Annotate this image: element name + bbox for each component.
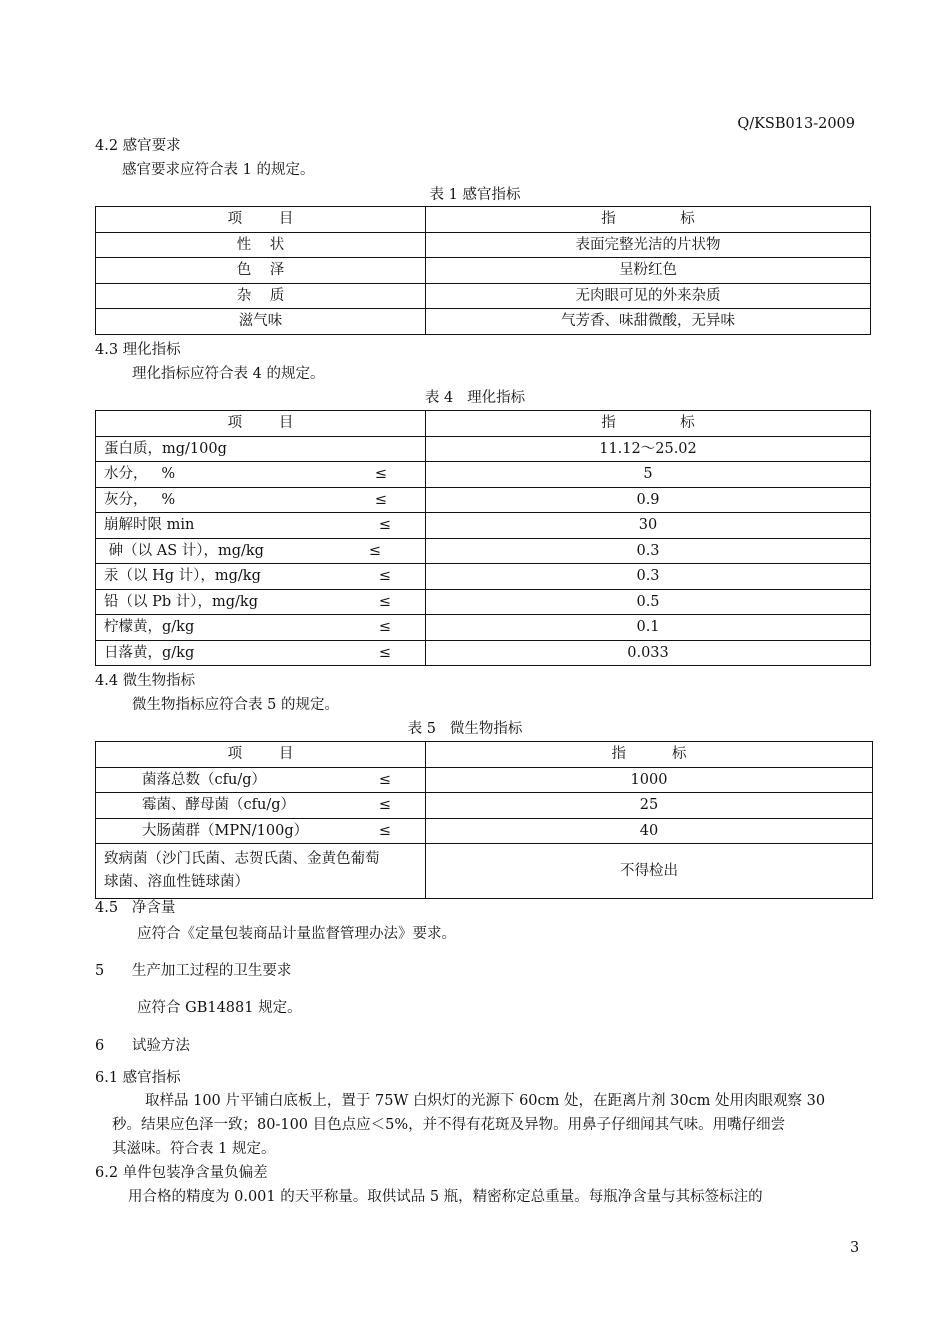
table-row (96, 767, 873, 793)
table-cell-value: 不得检出 (426, 844, 873, 899)
table-header-cell: 项 目 (96, 411, 426, 437)
table-row (96, 615, 871, 641)
table-cell-item: 霉菌、酵母菌（cfu/g） (142, 797, 295, 814)
le-symbol: ≤ (378, 644, 391, 661)
section-6-1-heading: 6.1 感官指标 (95, 1070, 181, 1086)
table-cell-value: 25 (426, 793, 873, 819)
table-cell-item: 蛋白质，mg/100g (96, 436, 426, 462)
table-cell-item: 色 泽 (96, 258, 426, 284)
table-cell-value: 气芳香、味甜微酸，无异味 (426, 309, 871, 335)
pathogen-item-line1: 致病菌（沙门氏菌、志贺氏菌、金黄色葡萄 (104, 851, 380, 867)
section-5-text: 应符合 GB14881 规定。 (137, 1000, 302, 1016)
section-6-2-line1: 用合格的精度为 0.001 的天平称量。取供试品 5 瓶，精密称定总重量。每瓶净含量与其标签标注的 (128, 1189, 763, 1205)
le-symbol: ≤ (378, 619, 391, 636)
table-cell-value: 无肉眼可见的外来杂质 (426, 283, 871, 309)
table-cell-item: 杂 质 (96, 283, 426, 309)
table-cell-item: 砷（以 AS 计），mg/kg (104, 542, 264, 559)
le-symbol: ≤ (378, 771, 391, 788)
table-cell-value: 11.12～25.02 (426, 436, 871, 462)
section-4-4-heading: 4.4 微生物指标 (95, 673, 196, 689)
page-number: 3 (850, 1240, 860, 1256)
table-cell-value: 5 (426, 462, 871, 488)
table-cell-value: 0.1 (426, 615, 871, 641)
table-cell-item: 铅（以 Pb 计），mg/kg (104, 593, 258, 610)
section-6-heading: 6 试验方法 (95, 1038, 190, 1054)
section-4-3-text: 理化指标应符合表 4 的规定。 (132, 366, 325, 382)
section-4-4-text: 微生物指标应符合表 5 的规定。 (132, 697, 339, 713)
table-cell-value: 0.3 (426, 538, 871, 564)
table-row (96, 793, 873, 819)
table-row (96, 436, 871, 462)
le-symbol: ≤ (374, 466, 387, 483)
section-4-2-heading: 4.2 感官要求 (95, 138, 181, 154)
table-header-row (96, 742, 873, 768)
table-header-cell: 项 目 (96, 742, 426, 768)
table-row (96, 538, 871, 564)
section-6-1-line1: 取样品 100 片平铺白底板上，置于 75W 白炽灯的光源下 60cm 处，在距离片剂 30cm 处用肉眼观察 30 (145, 1093, 826, 1109)
table-header-row (96, 411, 871, 437)
table-cell-value: 0.3 (426, 564, 871, 590)
le-symbol: ≤ (374, 491, 387, 508)
table-cell-item: 性 状 (96, 232, 426, 258)
section-4-3-heading: 4.3 理化指标 (95, 342, 181, 358)
table-row (96, 232, 871, 258)
table-cell-item: 滋气味 (96, 309, 426, 335)
table-cell-item: 汞（以 Hg 计），mg/kg (104, 568, 261, 585)
table4-physicochemical (95, 410, 871, 666)
table-cell-value: 呈粉红色 (426, 258, 871, 284)
table4-caption: 表 4 理化指标 (424, 390, 526, 406)
le-symbol: ≤ (378, 822, 391, 839)
table-cell-value: 0.9 (426, 487, 871, 513)
section-4-5-text: 应符合《定量包装商品计量监督管理办法》要求。 (137, 926, 456, 942)
le-symbol: ≤ (378, 593, 391, 610)
table-row (96, 462, 871, 488)
table-header-cell: 项 目 (96, 207, 426, 233)
section-6-1-line2: 秒。结果应色泽一致；80-100 目色点应＜5%，并不得有花斑及异物。用鼻子仔细闻其气味。用嘴仔细尝 (112, 1117, 786, 1133)
section-4-2-text: 感官要求应符合表 1 的规定。 (122, 162, 315, 178)
le-symbol: ≤ (368, 542, 381, 559)
table-header-cell: 指 标 (426, 207, 871, 233)
section-6-2-heading: 6.2 单件包装净含量负偏差 (95, 1165, 268, 1181)
table-header-row (96, 207, 871, 233)
pathogen-item-line2: 球菌、溶血性链球菌） (104, 874, 249, 890)
table-header-cell: 指 标 (426, 411, 871, 437)
section-6-1-line3: 其滋味。符合表 1 规定。 (112, 1141, 276, 1157)
table-cell-item: 菌落总数（cfu/g） (142, 771, 266, 788)
table1-caption: 表 1 感官指标 (429, 187, 521, 203)
table-cell-value: 1000 (426, 767, 873, 793)
table-row (96, 640, 871, 666)
table-row (96, 818, 873, 844)
table-cell-value: 表面完整光洁的片状物 (426, 232, 871, 258)
table-cell-item: 大肠菌群（MPN/100g） (142, 822, 309, 839)
table-header-cell: 指 标 (426, 742, 873, 768)
section-4-5-heading: 4.5 净含量 (95, 900, 176, 916)
le-symbol: ≤ (378, 568, 391, 585)
table-cell-item: 灰分， % (104, 491, 176, 508)
table-row (96, 309, 871, 335)
table-cell-item: 日落黄，g/kg (104, 644, 195, 661)
table1-sensory (95, 206, 871, 335)
table-row (96, 589, 871, 615)
le-symbol: ≤ (378, 517, 391, 534)
table-row (96, 258, 871, 284)
table-row (96, 564, 871, 590)
table-cell-item: 柠檬黄，g/kg (104, 619, 195, 636)
table-cell-value: 30 (426, 513, 871, 539)
table-cell-value: 0.033 (426, 640, 871, 666)
table-row (96, 513, 871, 539)
table-cell-item: 水分， % (104, 466, 176, 483)
table-row (96, 283, 871, 309)
table-cell-value: 0.5 (426, 589, 871, 615)
table-row (96, 487, 871, 513)
le-symbol: ≤ (378, 797, 391, 814)
table-cell-item: 崩解时限 min (104, 517, 195, 534)
table5-microbiological (95, 741, 873, 899)
table5-caption: 表 5 微生物指标 (407, 721, 523, 737)
table-cell-value: 40 (426, 818, 873, 844)
table-row (96, 844, 873, 899)
section-5-heading: 5 生产加工过程的卫生要求 (95, 963, 292, 979)
document-code: Q/KSB013-2009 (737, 116, 855, 132)
